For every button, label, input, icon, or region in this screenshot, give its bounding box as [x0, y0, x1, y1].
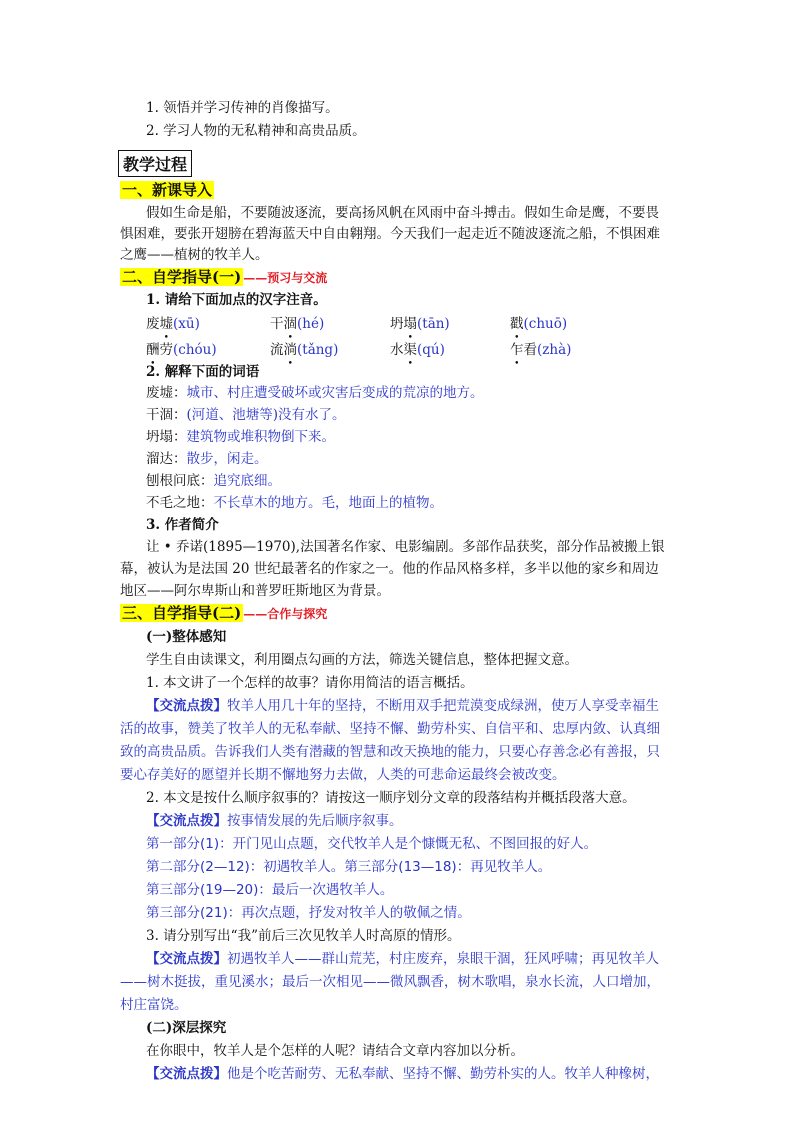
- intro-line-2: 惧困难，要张开翅膀在碧海蓝天中自由翱翔。今天我们一起走近不随波逐流之船，不惧困难: [120, 226, 660, 242]
- goal-1: 1. 领悟并学习传神的肖像描写。: [146, 100, 339, 116]
- author-line: 幕，被认为是法国 20 世纪最著名的作家之一。他的作品风格多样，多半以他的家乡和周边: [120, 561, 659, 577]
- pinyin-item: 酬劳(chóu): [146, 342, 217, 358]
- pinyin-question: 1. 请给下面加点的汉字注音。: [146, 292, 327, 308]
- part-line: 第一部分(1)：开门见山点题，交代牧羊人是个慷慨无私、不图回报的好人。: [146, 836, 598, 852]
- pinyin-item: 干涸(hé): [270, 316, 325, 332]
- question-4: 在你眼中，牧羊人是个怎样的人呢？请结合文章内容加以分析。: [146, 1043, 524, 1059]
- answer-1-line: 【交流点拨】牧羊人用几十年的坚持，不断用双手把荒漠变成绿洲，使万人享受幸福生: [146, 698, 659, 714]
- pinyin-item: 坍塌(tān): [390, 316, 450, 332]
- section-3-title: 三、自学指导(二): [122, 604, 242, 622]
- answer-3-line: ——树木挺拔，重见溪水；最后一次相见——微风飘香，树木歌唱，泉水长流，人口增加，: [120, 974, 660, 990]
- section-1-heading: [120, 180, 690, 201]
- vocab-item: 坍塌：建筑物或堆积物倒下来。: [146, 429, 335, 445]
- section-3-subtitle: ——合作与探究: [243, 607, 328, 621]
- intro-line-3: 之鹰——植树的牧羊人。: [120, 247, 269, 263]
- pinyin-item: 流淌(tǎng): [270, 342, 339, 358]
- answer-2: 【交流点拨】按事情发展的先后顺序叙事。: [146, 813, 403, 829]
- question-1: 1. 本文讲了一个怎样的故事？请你用简洁的语言概括。: [146, 675, 474, 691]
- overall-heading: (一)整体感知: [146, 629, 227, 645]
- pinyin-item: 戳(chuō): [510, 316, 568, 332]
- answer-1-line: 致的高贵品质。告诉我们人类有潜藏的智慧和改天换地的能力，只要心存善念必有善报，只: [120, 744, 660, 760]
- author-line: 地区——阿尔卑斯山和普罗旺斯地区为背景。: [120, 583, 390, 599]
- vocab-item: 刨根问底：追究底细。: [146, 473, 281, 489]
- vocab-item: 不毛之地：不长草木的地方。毛，地面上的植物。: [146, 495, 443, 511]
- question-2: 2. 本文是按什么顺序叙事的？请按这一顺序划分文章的段落结构并概括段落大意。: [146, 790, 636, 806]
- question-3: 3. 请分别写出“我”前后三次见牧羊人时高原的情形。: [146, 928, 461, 944]
- vocab-item: 溜达：散步，闲走。: [146, 451, 268, 467]
- pinyin-item: 乍看(zhà): [510, 342, 572, 358]
- deep-heading: (二)深层探究: [146, 1020, 227, 1036]
- goal-2: 2. 学习人物的无私精神和高贵品质。: [146, 123, 366, 139]
- author-line: 让 • 乔诺(1895—1970),法国著名作家、电影编剧。多部作品获奖，部分作品被搬上银: [146, 539, 665, 555]
- part-line: 第三部分(21)：再次点题，抒发对牧羊人的敬佩之情。: [146, 905, 471, 921]
- pinyin-item: 废墟(xū): [146, 316, 200, 332]
- vocab-question: 2. 解释下面的词语: [146, 364, 260, 380]
- overall-intro: 学生自由读课文，利用圈点勾画的方法，筛选关键信息，整体把握文意。: [146, 652, 578, 668]
- part-line: 第三部分(19—20)：最后一次遇牧羊人。: [146, 882, 394, 898]
- section-2-heading: [120, 267, 690, 288]
- answer-4-line: 【交流点拨】他是个吃苦耐劳、无私奉献、坚持不懈、勤劳朴实的人。牧羊人种橡树，: [146, 1066, 659, 1082]
- section-2-title: 二、自学指导(一): [122, 268, 242, 286]
- author-heading: 3. 作者简介: [146, 517, 219, 533]
- part-line: 第二部分(2—12)：初遇牧羊人。第三部分(13—18)：再见牧羊人。: [146, 859, 552, 875]
- intro-line-1: 假如生命是船，不要随波逐流，要高扬风帆在风雨中奋斗搏击。假如生命是鹰，不要畏: [146, 205, 659, 221]
- section-3-heading: [120, 603, 690, 624]
- section-2-subtitle: ——预习与交流: [243, 271, 328, 285]
- section-1-title: 一、新课导入: [122, 181, 213, 199]
- answer-1-line: 要心存美好的愿望并长期不懈地努力去做，人类的可悲命运最终会被改变。: [120, 767, 566, 783]
- vocab-item: 干涸：(河道、池塘等)没有水了。: [146, 407, 346, 423]
- answer-3-line: 村庄富饶。: [120, 997, 188, 1013]
- answer-1-line: 活的故事，赞美了牧羊人的无私奉献、坚持不懈、勤劳朴实、自信平和、忠厚内敛、认真细: [120, 721, 660, 737]
- vocab-item: 废墟：城市、村庄遭受破坏或灾害后变成的荒凉的地方。: [146, 385, 484, 401]
- answer-3-line: 【交流点拨】初遇牧羊人——群山荒芜，村庄废弃，泉眼干涸，狂风呼啸；再见牧羊人: [146, 951, 659, 967]
- pinyin-item: 水渠(qú): [390, 342, 445, 358]
- process-title: 教学过程: [118, 150, 192, 177]
